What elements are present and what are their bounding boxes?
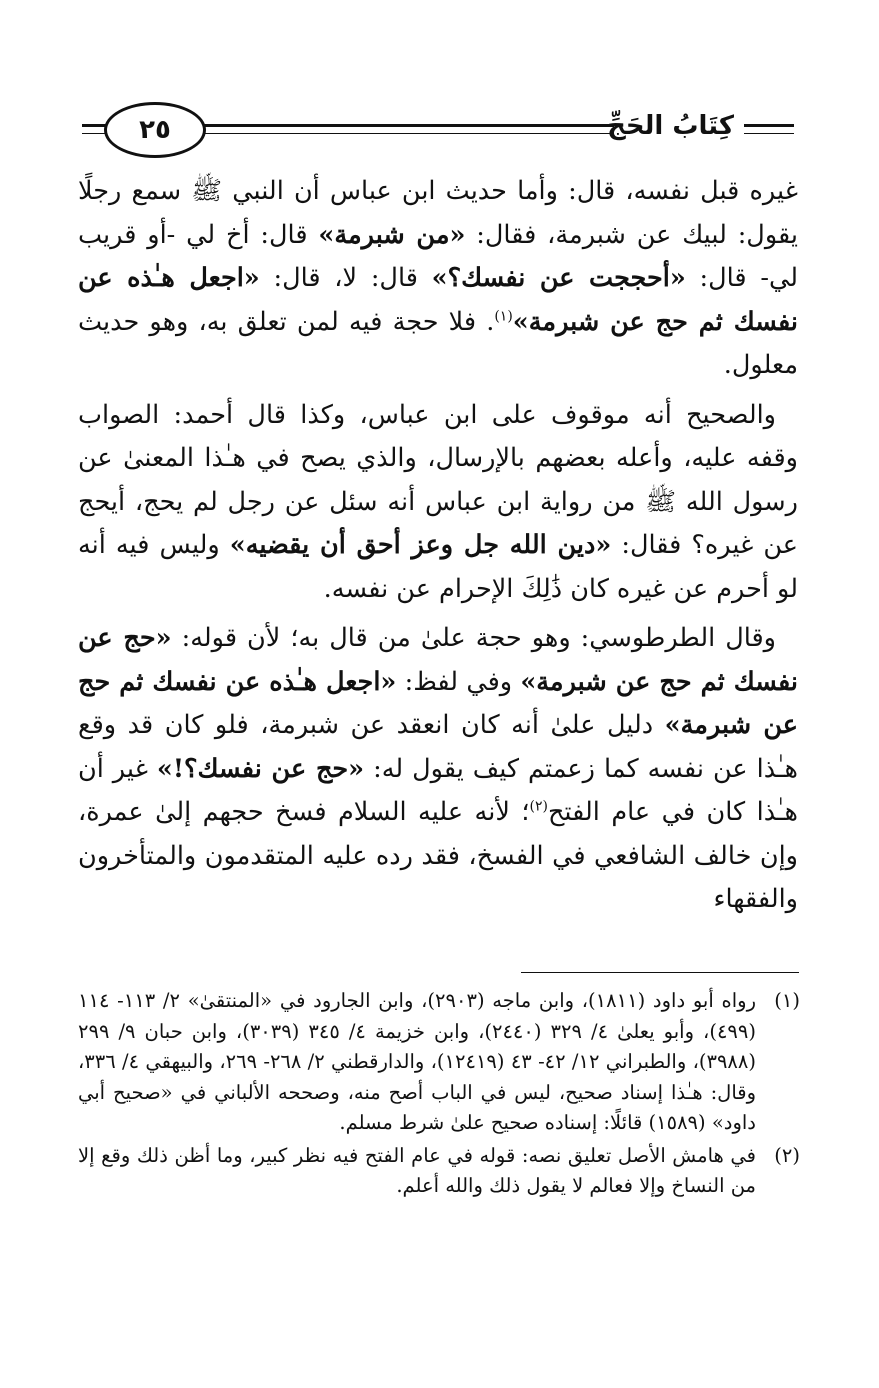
paragraph-1 (78, 170, 798, 388)
book-title: كِتَابُ الحَجِّ (607, 111, 734, 141)
paragraph-2 (78, 394, 798, 612)
footnote-number: (١) (774, 989, 800, 1012)
footnote-1 (78, 986, 800, 1139)
text-run: وقال الطرطوسي: وهو حجة علىٰ من قال به؛ لأن قوله: (171, 623, 777, 653)
text-run: . فلا حجة فيه لمن تعلق به، وهو حديث معلول. (78, 306, 798, 380)
quote-text: «دين الله جل وعز أحق أن يقضيه» (229, 530, 612, 560)
footnote-number: (٢) (774, 1143, 800, 1167)
page-number: ٢٥ (104, 102, 206, 158)
text-run: قال: لا، قال: (259, 263, 432, 293)
text-run: دليل علىٰ أنه كان انعقد عن شبرمة، فلو كان قد وقع هـٰذا عن نفسه كما زعمتم كيف يقول له: (78, 710, 798, 784)
text-run: غير أن هـٰذا كان في عام الفتح (78, 753, 798, 827)
quote-text: «حج عن نفسك ثم حج عن شبرمة» (78, 623, 798, 697)
footnote-2 (78, 1141, 800, 1202)
quote-text: «اجعل هـٰذه عن نفسك ثم حج عن شبرمة» (78, 263, 798, 337)
running-header (82, 102, 794, 158)
header-rule-right (744, 124, 794, 134)
main-text (78, 170, 798, 922)
footnote-ref[interactable]: (٢) (529, 798, 548, 815)
footnote-text: رواه أبو داود (١٨١١)، وابن ماجه (٢٩٠٣)، وابن الجارود في «المنتقىٰ» ٢/ ١١٣- ١١٤ (٤٩٩)، وأبو يعلىٰ ٤/ ٣٢٩ (٢٤٤٠)، وابن خزيمة ٤/ ٣٤٥ (٣٠٣٩)، وابن حبان ٩/ ٢٩٩ (٣٩٨٨)، والطبراني ١٢/ ٤٢- ٤٣ (١٢٤١٩)، والدارقطني ٢/ ٢٦٨- ٢٦٩، والبيهقي ٤/ ٣٣٦، وقال: هـٰذا إسناد صحيح، ليس في الباب أصح منه، وصححه الألباني في «صحيح أبي داود» (١٥٨٩) قائلًا: إسناده صحيح علىٰ شرط مسلم. (78, 989, 756, 1134)
header-rule (152, 124, 614, 134)
paragraph-3 (78, 617, 798, 922)
text-run: ؛ لأنه عليه السلام فسخ حجهم إلىٰ عمرة، وإن خالف الشافعي في الفسخ، فقد رده عليه المتقدمون والمتأخرون والفقهاء (78, 797, 798, 914)
quote-text: «أحججت عن نفسك؟» (431, 263, 686, 293)
footnotes (78, 986, 800, 1204)
quote-text: «من شبرمة» (318, 219, 466, 250)
footnote-ref[interactable]: (١) (494, 308, 513, 324)
text-run: غيره قبل نفسه، قال: وأما حديث ابن عباس أن النبي ﷺ سمع رجلًا يقول: لبيك عن شبرمة، فقال: (78, 176, 798, 250)
text-run: قال: أخ لي -أو قريب لي- قال: (78, 219, 798, 293)
text-run: وفي لفظ: (396, 666, 521, 697)
footnote-separator (521, 972, 799, 973)
text-run: والصحيح أنه موقوف على ابن عباس، وكذا قال أحمد: الصواب وقفه عليه، وأعله بعضهم بالإرسال، والذي يصح في هـٰذا المعنىٰ عن رسول الله ﷺ من رواية ابن عباس أنه سئل عن رجل لم يحج، أيحج عن غيره؟ فقال: (78, 399, 798, 560)
text-run: وليس فيه أنه لو أحرم عن غيره كان ذَٰلِكَ الإحرام عن نفسه. (78, 530, 798, 604)
quote-text: «اجعل هـٰذه عن نفسك ثم حج عن شبرمة» (78, 666, 799, 740)
quote-text: «حج عن نفسك؟!» (156, 753, 365, 784)
footnote-text: في هامش الأصل تعليق نصه: قوله في عام الفتح فيه نظر كبير، وما أظن ذلك وقع إلا من النساخ وإلا فعالم لا يقول ذلك والله أعلم. (78, 1143, 756, 1197)
